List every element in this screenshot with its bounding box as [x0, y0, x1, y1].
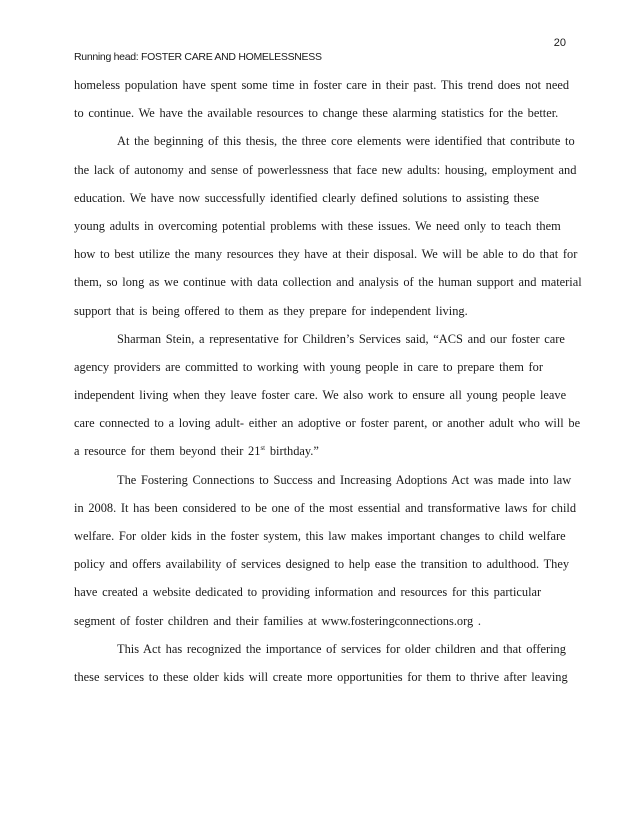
text-line: homeless population have spent some time in foster care in their past. This trend does not need	[74, 78, 570, 92]
text-line: agency providers are committed to working with young people in care to prepare them for	[74, 359, 544, 374]
text-line: these services to these older kids will create more opportunities for them to thrive after leaving	[74, 669, 568, 684]
text-line-with-superscript	[74, 437, 566, 465]
text-line: have created a website dedicated to providing information and resources for this particular	[74, 585, 542, 600]
text-line: policy and offers availability of services designed to help ease the transition to adulthood. They	[74, 557, 570, 572]
running-head: Running head: FOSTER CARE AND HOMELESSNESS	[74, 51, 322, 63]
text-line: the lack of autonomy and sense of powerlessness that face new adults: housing, employment and	[74, 162, 577, 177]
paragraph-start-line: This Act has recognized the importance of services for older children and that offering	[117, 641, 566, 656]
text-line: in 2008. It has been considered to be one of the most essential and transformative laws for child	[74, 500, 577, 515]
text-line: welfare. For older kids in the foster system, this law makes important changes to child welfare	[74, 529, 566, 543]
text-line: how to best utilize the many resources they have at their disposal. We will be able to do that for	[74, 247, 578, 262]
paragraph-start-line: At the beginning of this thesis, the three core elements were identified that contribute to	[117, 134, 575, 149]
text-line: support that is being offered to them as they prepare for independent living.	[74, 303, 468, 318]
text-fragment: birthday.”	[265, 444, 319, 459]
body-text	[74, 71, 582, 691]
text-line: young adults in overcoming potential problems with these issues. We need only to teach them	[74, 218, 561, 233]
text-line: care connected to a loving adult- either an adoptive or foster parent, or another adult who will be	[74, 416, 581, 431]
text-line: segment of foster children and their families at www.fosteringconnections.org .	[74, 613, 482, 628]
text-line: to continue. We have the available resources to change these alarming statistics for the better.	[74, 106, 559, 121]
page-number: 20	[553, 37, 566, 49]
ordinal-superscript: st	[260, 444, 266, 453]
text-fragment: a resource for them beyond their 21	[74, 444, 261, 459]
paragraph-start-line: Sharman Stein, a representative for Children’s Services said, “ACS and our foster care	[117, 331, 565, 346]
paragraph-start-line: The Fostering Connections to Success and Increasing Adoptions Act was made into law	[117, 472, 572, 487]
text-line: education. We have now successfully identified clearly defined solutions to assisting these	[74, 190, 540, 205]
text-line: them, so long as we continue with data collection and analysis of the human support and material	[74, 275, 582, 290]
text-line: independent living when they leave foster care. We also work to ensure all young people leave	[74, 388, 567, 403]
